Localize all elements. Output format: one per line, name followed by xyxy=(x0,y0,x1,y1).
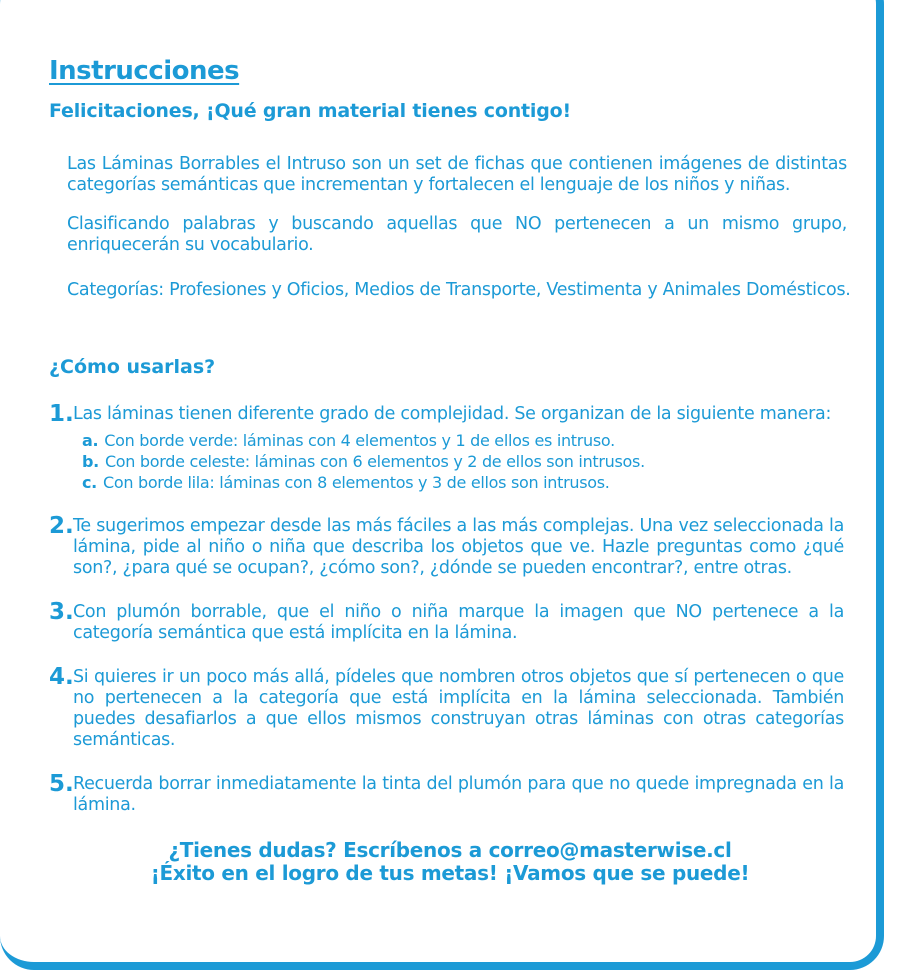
substep-letter: b. xyxy=(82,452,99,471)
step-number: 2. xyxy=(49,513,74,539)
step-number: 5. xyxy=(49,771,74,797)
page-subtitle: Felicitaciones, ¡Qué gran material tienes contigo! xyxy=(49,100,571,122)
intro-paragraph-1: Las Láminas Borrables el Intruso son un set de fichas que contienen imágenes de distintas categorías semánticas que incrementan y fortalecen el lenguaje de los niños y niñas. xyxy=(67,154,847,195)
step-1 xyxy=(49,401,844,427)
step-number: 4. xyxy=(49,664,74,690)
page-title: Instrucciones xyxy=(49,56,240,86)
usage-heading: ¿Cómo usarlas? xyxy=(49,356,216,378)
substep-list xyxy=(82,430,645,493)
step-2 xyxy=(49,513,844,579)
step-text: Recuerda borrar inmediatamente la tinta del plumón para que no quede impregnada en la lámina. xyxy=(73,774,844,815)
footer-contact: ¿Tienes dudas? Escríbenos a correo@masterwise.cl xyxy=(168,838,732,862)
step-text: Si quieres ir un poco más allá, pídeles que nombren otros objetos que sí pertenecen o que no pertenecen a la categoría que está implícita en la lámina seleccionada. También puedes desafiarlos a que ellos mismos construyan otras láminas con otras categorías semánticas. xyxy=(73,667,844,750)
footer-slogan: ¡Éxito en el logro de tus metas! ¡Vamos que se puede! xyxy=(150,861,750,885)
substep-b xyxy=(82,451,645,472)
step-text: Las láminas tienen diferente grado de complejidad. Se organizan de la siguiente manera: xyxy=(73,404,832,424)
step-number: 1. xyxy=(49,401,74,427)
substep-letter: c. xyxy=(82,473,97,492)
intro-paragraph-3: Categorías: Profesiones y Oficios, Medios de Transporte, Vestimenta y Animales Domésticos. xyxy=(67,280,851,300)
substep-text: Con borde verde: láminas con 4 elementos y 1 de ellos es intruso. xyxy=(104,431,615,450)
step-text: Con plumón borrable, que el niño o niña marque la imagen que NO pertenece a la categoría semántica que está implícita en la lámina. xyxy=(73,602,844,643)
substep-letter: a. xyxy=(82,431,99,450)
intro-paragraph-2: Clasificando palabras y buscando aquellas que NO pertenecen a un mismo grupo, enriquecerán su vocabulario. xyxy=(67,214,847,255)
substep-a xyxy=(82,430,645,451)
step-5 xyxy=(49,771,844,816)
step-number: 3. xyxy=(49,599,74,625)
substep-text: Con borde celeste: láminas con 6 elementos y 2 de ellos son intrusos. xyxy=(104,452,645,471)
substep-c xyxy=(82,472,645,493)
substep-text: Con borde lila: láminas con 8 elementos y 3 de ellos son intrusos. xyxy=(102,473,610,492)
step-3 xyxy=(49,599,844,644)
step-4 xyxy=(49,664,844,751)
step-text: Te sugerimos empezar desde las más fáciles a las más complejas. Una vez seleccionada la lámina, pide al niño o niña que describa los objetos que ve. Hazle preguntas como ¿qué son?, ¿para qué se ocupan?, ¿cómo son?, ¿dónde se pueden encontrar?, entre otras. xyxy=(73,516,844,578)
